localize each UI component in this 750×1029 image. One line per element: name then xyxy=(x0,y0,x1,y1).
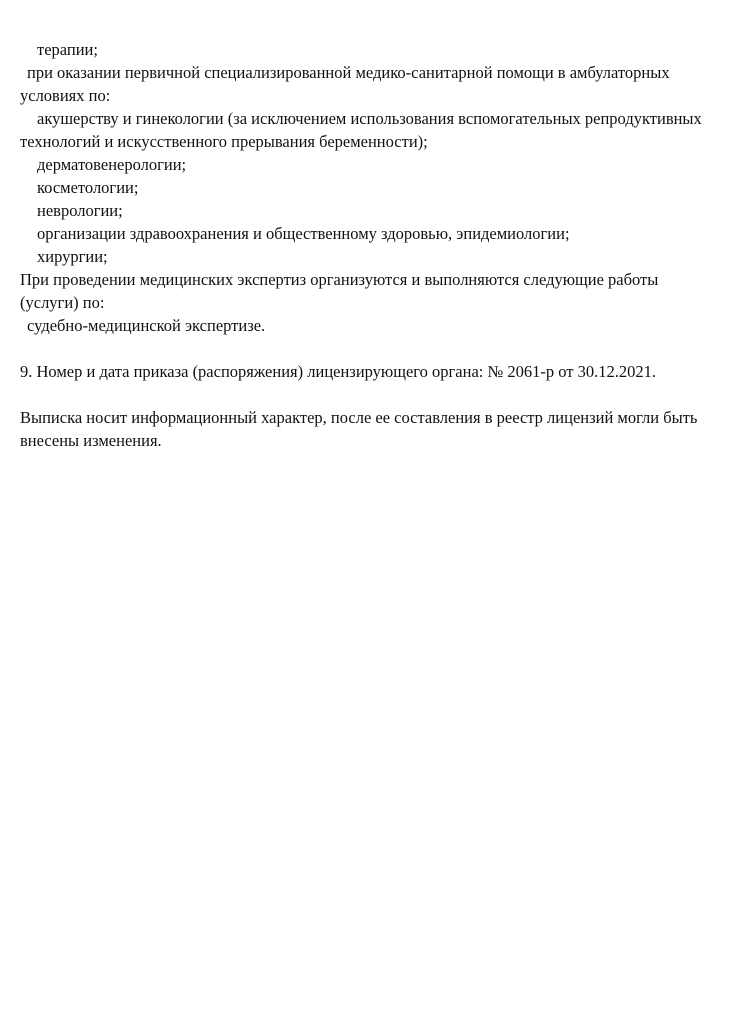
text-line-therapy: терапии; xyxy=(37,40,98,59)
text-line-disclaimer: Выписка носит информационный характер, после ее составления в реестр лицензий могли быть xyxy=(20,408,698,427)
text-line-health-organization: организации здравоохранения и общественному здоровью, эпидемиологии; xyxy=(37,224,570,243)
text-line-neurology: неврологии; xyxy=(37,201,123,220)
text-line-dermatology: дерматовенерологии; xyxy=(37,155,187,174)
text-line-surgery: хирургии; xyxy=(37,247,108,266)
text-line-disclaimer-end: внесены изменения. xyxy=(20,431,162,450)
text-line-services: (услуги) по: xyxy=(20,293,105,312)
text-line-technologies: технологий и искусственного прерывания беременности); xyxy=(20,132,428,151)
text-line-conditions: условиях по: xyxy=(20,86,111,105)
text-line-order-number: 9. Номер и дата приказа (распоряжения) лицензирующего органа: № 2061-р от 30.12.2021. xyxy=(20,362,656,381)
text-line-cosmetology: косметологии; xyxy=(37,178,139,197)
text-line-obstetrics: акушерству и гинекологии (за исключением использования вспомогательных репродуктивных xyxy=(37,109,702,128)
text-line-expertise-intro: При проведении медицинских экспертиз организуются и выполняются следующие работы xyxy=(20,270,659,289)
text-line-forensic: судебно-медицинской экспертизе. xyxy=(27,316,266,335)
text-line-primary-care: при оказании первичной специализированной медико-санитарной помощи в амбулаторных xyxy=(27,63,670,82)
